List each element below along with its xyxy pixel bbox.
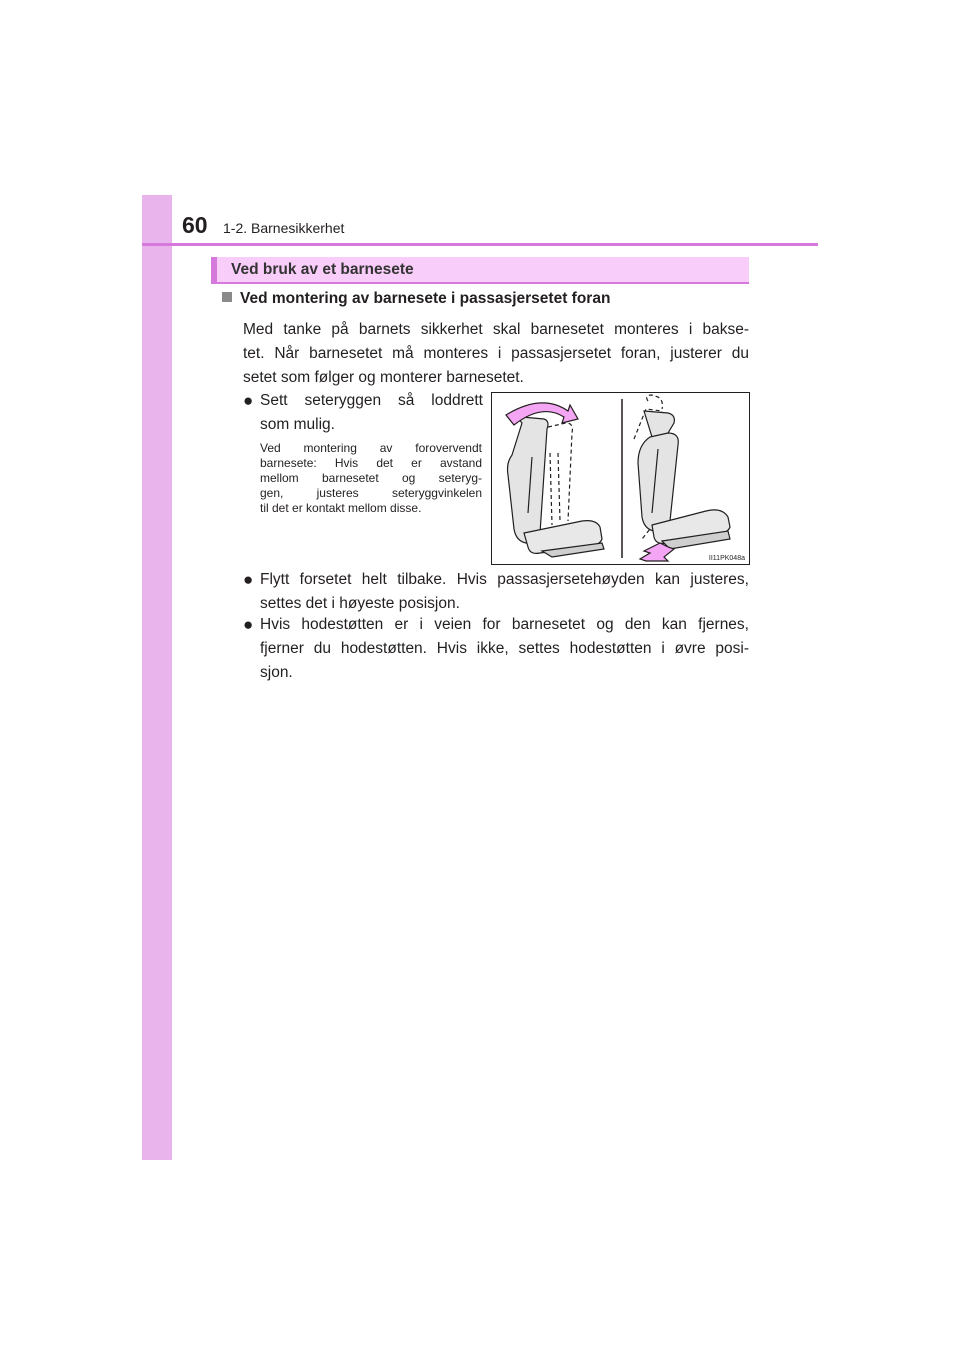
seat-illustration	[492, 393, 749, 564]
note-line: til det er kontakt mellom disse.	[260, 501, 422, 515]
bullet-text	[260, 389, 483, 437]
note-text	[260, 441, 482, 516]
right-seat-illustration	[634, 395, 730, 549]
figure-code: II11PK048a	[708, 555, 745, 562]
note-line: barnesete: Hvis det er avstand	[260, 456, 482, 470]
square-bullet-icon	[222, 292, 232, 302]
section-heading-bar	[211, 257, 749, 284]
bullet-text	[260, 568, 749, 616]
chapter-sidebar-tab	[142, 195, 172, 1160]
bullet-line: Hvis hodestøtten er i veien for barnesetet og den kan fjernes,	[260, 616, 749, 633]
bullet-dot-icon: ●	[243, 615, 254, 634]
bullet-text	[260, 613, 749, 685]
chapter-title: 1-2. Barnesikkerhet	[223, 220, 345, 236]
bullet-line: Flytt forsetet helt tilbake. Hvis passasjersetehøyden kan justeres,	[260, 571, 749, 588]
intro-line: setet som følger og monterer barnesetet.	[243, 369, 524, 386]
bullet-line: som mulig.	[260, 416, 335, 433]
seat-adjustment-figure	[491, 392, 750, 565]
note-line: Ved montering av forovervendt	[260, 441, 482, 455]
page-number: 60	[182, 212, 208, 238]
bullet-line: fjerner du hodestøtten. Hvis ikke, settes hodestøtten i øvre posi-	[260, 640, 749, 657]
bullet-line: settes det i høyeste posisjon.	[260, 595, 460, 612]
subsection-title: Ved montering av barnesete i passasjersetet foran	[240, 290, 611, 307]
bullet-dot-icon: ●	[243, 570, 254, 589]
intro-line: tet. Når barnesetet må monteres i passasjersetet foran, justerer du	[243, 345, 749, 362]
section-title: Ved bruk av et barnesete	[231, 261, 414, 278]
subsection-heading	[222, 290, 610, 308]
note-line: mellom barnesetet og seteryg-	[260, 471, 482, 485]
note-line: gen, justeres seteryggvinkelen	[260, 486, 482, 500]
bullet-dot-icon: ●	[243, 391, 254, 410]
header-rule	[142, 243, 818, 246]
intro-paragraph	[243, 318, 749, 390]
bullet-line: Sett seteryggen så loddrett	[260, 392, 483, 409]
left-seat-illustration	[508, 417, 605, 557]
bullet-line: sjon.	[260, 664, 293, 681]
intro-line: Med tanke på barnets sikkerhet skal barnesetet monteres i bakse-	[243, 321, 749, 338]
